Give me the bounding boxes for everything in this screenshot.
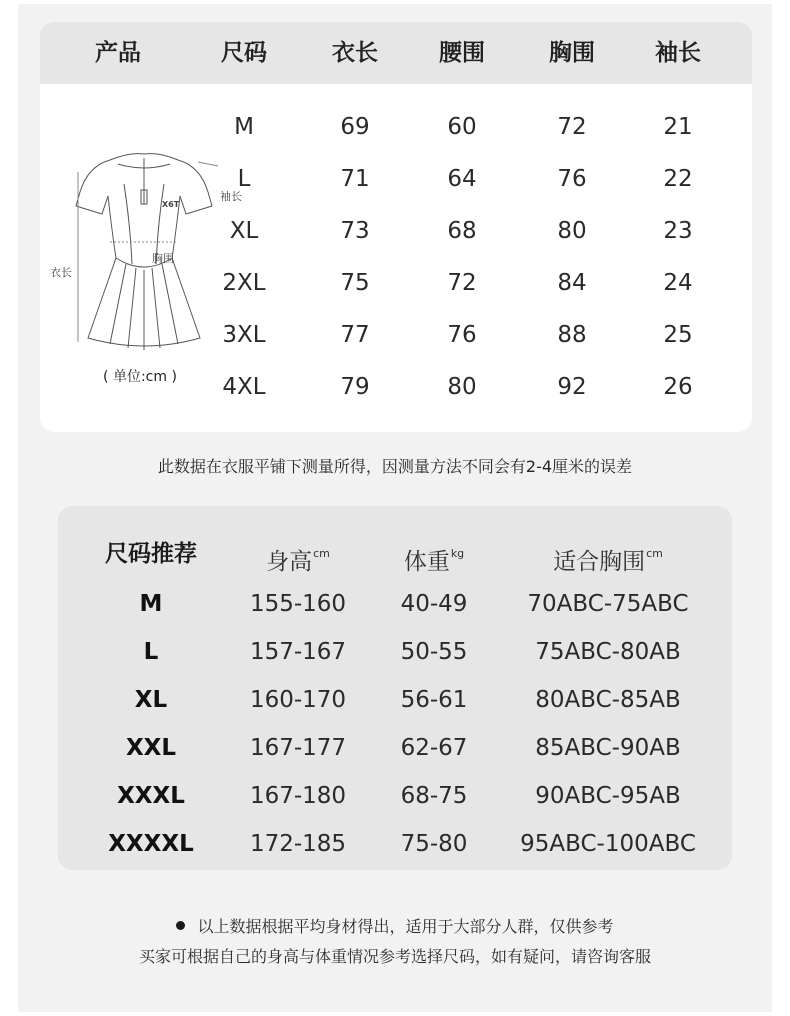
- rec-cell-chest: 80ABC-85AB: [535, 687, 681, 713]
- rec-cell-height: 157-167: [249, 639, 347, 665]
- size-cell-size: 3XL: [222, 322, 266, 348]
- size-cell-chest: 84: [557, 270, 587, 296]
- size-cell-size: 2XL: [222, 270, 266, 296]
- rec-cell-size: M: [139, 591, 163, 617]
- rec-cell-height: 167-177: [249, 735, 347, 761]
- rec-cell-chest: 90ABC-95AB: [535, 783, 681, 809]
- size-cell-sleeve: 24: [663, 270, 693, 296]
- size-cell-length: 69: [340, 114, 370, 140]
- rec-header-height: 身高$^{cm}$: [266, 547, 330, 575]
- rec-cell-weight: 68-75: [400, 783, 468, 809]
- size-cell-waist: 72: [447, 270, 477, 296]
- size-cell-sleeve: 21: [663, 114, 693, 140]
- rec-cell-chest: 75ABC-80AB: [535, 639, 681, 665]
- unit-note: ( 单位:cm ): [103, 369, 177, 385]
- sleeve-length-label: 袖长: [220, 190, 242, 203]
- rec-cell-chest: 85ABC-90AB: [535, 735, 681, 761]
- rec-header-chest: 适合胸围$^{cm}$: [553, 547, 663, 575]
- size-cell-sleeve: 22: [663, 166, 693, 192]
- size-cell-size: M: [234, 114, 254, 140]
- rec-cell-height: 155-160: [249, 591, 347, 617]
- size-cell-length: 79: [340, 374, 370, 400]
- size-cell-length: 75: [340, 270, 370, 296]
- rec-cell-weight: 56-61: [400, 687, 468, 713]
- size-cell-chest: 92: [557, 374, 587, 400]
- size-cell-chest: 72: [557, 114, 587, 140]
- footer-note-2: 买家可根据自己的身高与体重情况参考选择尺码，如有疑问，请咨询客服: [138, 947, 651, 966]
- rec-cell-weight: 50-55: [400, 639, 468, 665]
- rec-cell-weight: 62-67: [400, 735, 468, 761]
- size-cell-chest: 76: [557, 166, 587, 192]
- rec-cell-size: XXL: [125, 735, 177, 761]
- size-cell-waist: 68: [447, 218, 477, 244]
- measurement-disclaimer: 此数据在衣服平铺下测量所得，因测量方法不同会有2-4厘米的误差: [157, 457, 633, 476]
- header-size: 尺码: [221, 40, 267, 66]
- rec-header-weight: 体重$^{kg}$: [403, 547, 465, 575]
- rec-cell-size: XXXL: [117, 783, 185, 809]
- size-cell-length: 77: [340, 322, 370, 348]
- size-cell-size: XL: [229, 218, 259, 244]
- size-cell-size: 4XL: [222, 374, 266, 400]
- rec-cell-weight: 75-80: [400, 831, 468, 857]
- size-cell-waist: 60: [447, 114, 477, 140]
- size-cell-chest: 88: [557, 322, 587, 348]
- size-recommendation-card: [58, 506, 732, 870]
- rec-cell-chest: 95ABC-100ABC: [520, 831, 696, 857]
- header-waist: 腰围: [439, 40, 485, 66]
- bullet-icon: [176, 921, 185, 930]
- size-cell-waist: 76: [447, 322, 477, 348]
- rec-cell-height: 172-185: [249, 831, 347, 857]
- garment-length-label: 衣长: [50, 266, 72, 279]
- size-cell-sleeve: 26: [663, 374, 693, 400]
- size-chart-card: [40, 22, 752, 432]
- size-cell-sleeve: 23: [663, 218, 693, 244]
- rec-cell-chest: 70ABC-75ABC: [527, 591, 689, 617]
- rec-cell-size: L: [143, 639, 159, 665]
- rec-header-size: 尺码推荐: [105, 541, 197, 567]
- size-cell-sleeve: 25: [663, 322, 693, 348]
- size-cell-size: L: [237, 166, 251, 192]
- rec-cell-size: XXXXL: [108, 831, 194, 857]
- header-product: 产品: [95, 40, 141, 66]
- chest-label: 胸围: [152, 252, 174, 265]
- size-cell-length: 73: [340, 218, 370, 244]
- header-sleeve: 袖长: [655, 40, 701, 66]
- size-cell-length: 71: [340, 166, 370, 192]
- rec-cell-weight: 40-49: [400, 591, 468, 617]
- header-length: 衣长: [332, 40, 378, 66]
- rec-cell-height: 167-180: [249, 783, 347, 809]
- rec-cell-size: XL: [134, 687, 168, 713]
- header-chest: 胸围: [549, 40, 595, 66]
- rec-cell-height: 160-170: [249, 687, 347, 713]
- footer-note-1: 以上数据根据平均身材得出，适用于大部分人群，仅供参考: [0, 914, 790, 937]
- size-cell-chest: 80: [557, 218, 587, 244]
- size-cell-waist: 64: [447, 166, 477, 192]
- logo-mark: X6T: [162, 200, 180, 209]
- size-chart-header: [40, 22, 752, 84]
- size-cell-waist: 80: [447, 374, 477, 400]
